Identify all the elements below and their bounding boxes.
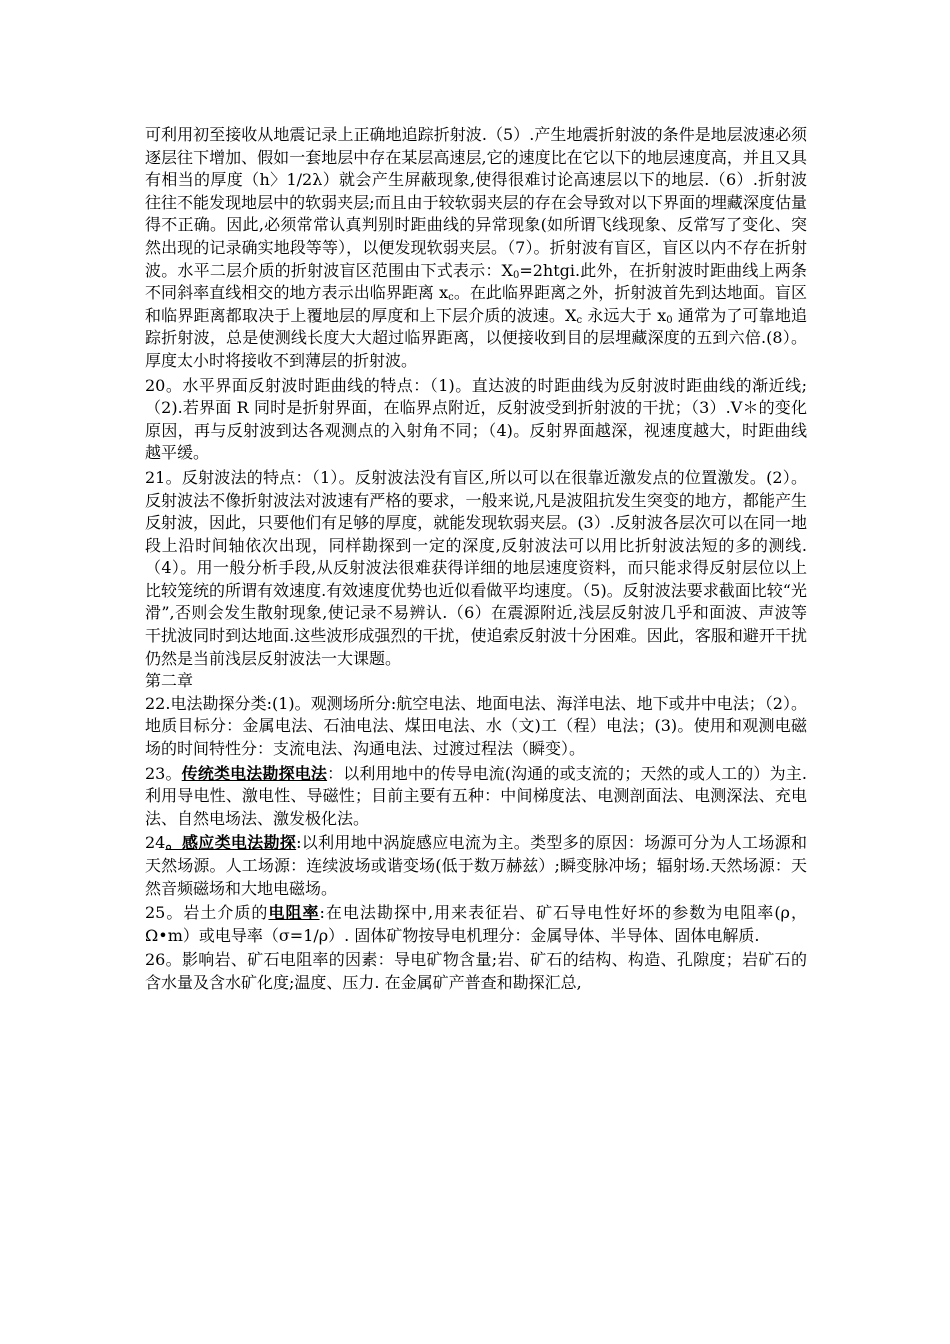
chapter-heading: 第二章 (145, 671, 194, 691)
paragraph-26: 26。影响岩、矿石电阻率的因素：导电矿物含量;岩、矿石的结构、构造、孔隙度；岩矿石的含水量及含水矿化度;温度、压力. 在金属矿产普查和勘探汇总, (145, 950, 807, 992)
p19-sub-02: 0 (666, 314, 673, 326)
p19-text-c: 。在此临界距离之外，折射波首先到达地面。盲区和临界距离都取决于上覆地层的厚度和上下层介质的波速。X (145, 283, 807, 325)
paragraph-19-continued (145, 124, 807, 373)
paragraph-21: 21。反射波法的特点：（1）。反射波法没有盲区,所以可以在很靠近激发点的位置激发。(2）。反射波法不像折射波法对波速有严格的要求，一般来说,凡是波阻抗发生突变的地方，都能产生反射波，因此，只要他们有足够的厚度，就能发现软弱夹层。(3）.反射波各层次可以在同一地段上沿时间轴依次出现，同样勘探到一定的深度,反射波法可以用比折射波法短的多的测线.（4）。用一般分析手段,从反射波法很难获得详细的地层速度资料，而只能求得反射层位以上比较笼统的所谓有效速度.有效速度优势也近似看做平均速度。（5)。反射波法要求截面比较“光滑”,否则会发生散射现象,使记录不易辨认.（6）在震源附近,浅层反射波几乎和面波、声波等干扰波同时到达地面.这些波形成强烈的干扰，使追索反射波十分困难。因此，客服和避开干扰仍然是当前浅层反射波法一大课题。 (145, 467, 807, 668)
p23-term: 传统类电法勘探电法 (181, 763, 328, 783)
paragraph-20: 20。水平界面反射波时距曲线的特点：（1)。直达波的时距曲线为反射波时距曲线的渐近线;（2).若界面 R 同时是折射界面，在临界点附近，反射波受到折射波的干扰；（3）.V＊的变化原因，再与反射波到达各观测点的入射角不同；（4)。反射界面越深，视速度越大，时距曲线越平缓。 (145, 375, 807, 463)
p19-sub-0: 0 (512, 269, 520, 281)
p24-number: 24 (145, 833, 166, 853)
paragraph-23 (145, 763, 807, 831)
p23-number: 23。 (145, 763, 182, 783)
paragraph-24 (145, 832, 807, 900)
p19-text-b: =2htgi.此外，在折射波时距曲线上两条不同斜率直线相交的地方表示出临界距离 x (145, 260, 807, 303)
p19-sub-c: c (448, 292, 454, 304)
p24-text: :以利用地中涡旋感应电流为主。类型多的原因：场源可分为人工场源和天然场源。人工场源：连续波场或谐变场(低于数万赫兹）;瞬变脉冲场；辐射场.天然场源：天然音频磁场和大地电磁场。 (145, 833, 807, 898)
p23-text: ：以利用地中的传导电流(沟通的或支流的；天然的或人工的）为主.利用导电性、激电性、导磁性；目前主要有五种：中间梯度法、电测剖面法、电测深法、充电法、自然电场法、激发极化法。 (145, 763, 807, 828)
p24-term: 。感应类电法勘探 (165, 833, 297, 853)
document-body (145, 124, 807, 995)
p19-text-e: 通常为了可靠地追踪折射波，总是使测线长度大大超过临界距离，以便接收到目的层埋藏深度的五到六倍.(8）。厚度太小时将接收不到薄层的折射波。 (145, 305, 807, 370)
p25-text: :在电法勘探中,用来表征岩、矿石导电性好坏的参数为电阻率(ρ，Ω•m）或电导率（σ=1/ρ）. 固体矿物按导电机理分：金属导体、半导体、固体电解质. (145, 903, 807, 945)
p19-sub-c2: c (576, 314, 583, 326)
p25-term: 电阻率 (268, 903, 320, 923)
paragraph-25 (145, 902, 807, 947)
p19-text-a: 可利用初至接收从地震记录上正确地追踪折射波.（5）.产生地震折射波的条件是地层波速必须逐层往下增加、假如一套地层中存在某层高速层,它的速度比在它以下的地层速度高，并且又具有相当的厚度（h〉1/2λ）就会产生屏蔽现象,使得很难讨论高速层以下的地层.（6）.折射波往往不能发现地层中的软弱夹层;而且由于较软弱夹层的存在会导致对以下界面的埋藏深度估量得不正确。因此,必须常常认真判别时距曲线的异常现象(如所谓飞线现象、反常写了变化、突然出现的记录确实地段等等），以便发现软弱夹层。（7）。折射波有盲区，盲区以内不存在折射波。水平二层介质的折射波盲区范围由下式表示：X (145, 125, 807, 280)
p19-text-d: 永远大于 x (582, 305, 667, 325)
p25-number: 25。岩土介质的 (145, 903, 269, 923)
paragraph-22: 22.电法勘探分类:(1)。观测场所分:航空电法、地面电法、海洋电法、地下或井中电法；（2）。地质目标分：金属电法、石油电法、煤田电法、水（文)工（程）电法；(3)。使用和观测电磁场的时间特性分：支流电法、沟通电法、过渡过程法（瞬变）。 (145, 693, 807, 759)
